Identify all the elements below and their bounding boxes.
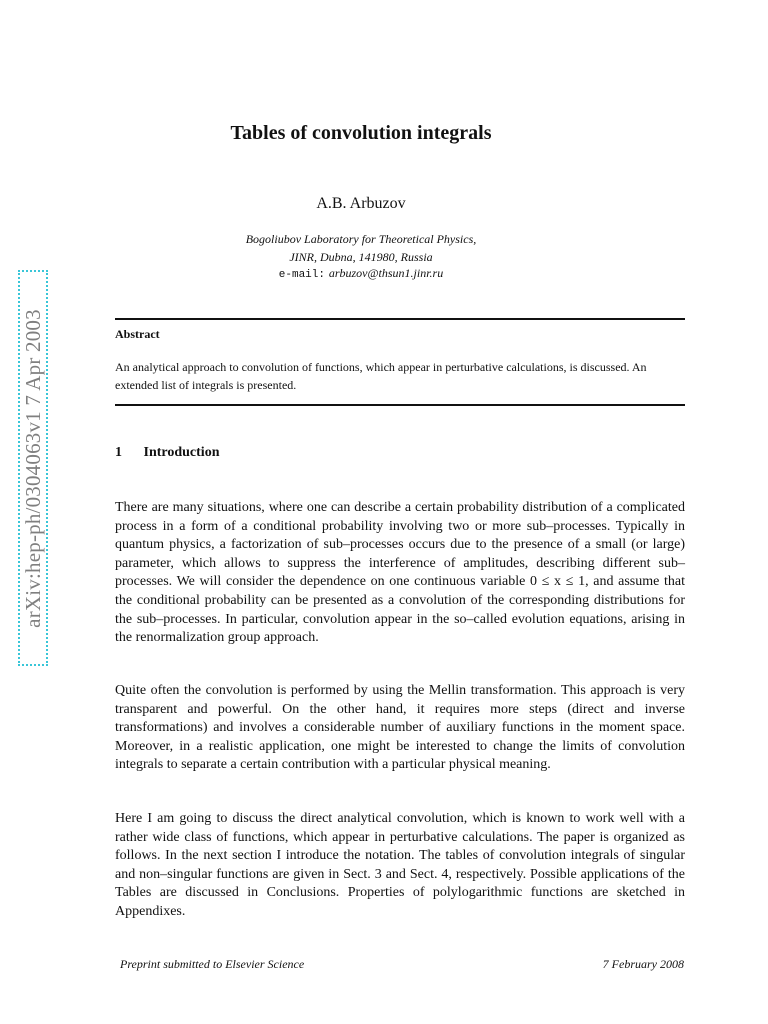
email-label: e-mail:	[278, 269, 325, 281]
footer-preprint-note: Preprint submitted to Elsevier Science	[120, 957, 305, 971]
intro-paragraph-2: Quite often the convolution is performed by using the Mellin transformation. This approach is very transparent and powerful. On the other hand, it requires more steps (direct and inverse transformations) and involves a considerable number of auxiliary functions in the moment space. Moreover, in a realistic application, one might be interested to change the limits of convolution integrals to separate a certain contribution with a particular physical meaning.	[115, 683, 685, 773]
arxiv-stamp	[18, 270, 48, 666]
affiliation-line-2: JINR, Dubna, 141980, Russia	[289, 250, 433, 264]
section-number: 1	[115, 445, 122, 460]
footer-date: 7 February 2008	[602, 957, 684, 971]
email-address[interactable]: arbuzov@thsun1.jinr.ru	[328, 266, 444, 280]
arxiv-identifier: arXiv:hep-ph/0304063v1 7 Apr 2003	[20, 308, 45, 628]
abstract-bottom-rule	[115, 404, 685, 406]
abstract-top-rule	[115, 318, 685, 320]
affiliation	[0, 230, 722, 266]
abstract-text: An analytical approach to convolution of functions, which appear in perturbative calculations, is discussed. An extended list of integrals is presented.	[115, 360, 647, 392]
affiliation-line-1: Bogoliubov Laboratory for Theoretical Physics,	[245, 232, 477, 246]
section-title: Introduction	[143, 445, 220, 460]
intro-paragraph-1: There are many situations, where one can describe a certain probability distribution of a complicated process in a form of a conditional probability involving two or more sub–processes. Typically in quantum physics, a factorization of sub–processes occurs due to the presence of a small (or large) parameter, which allows to suppress the interference of amplitudes, describing different sub–processes. We will consider the dependence on one continuous variable 0 ≤ x ≤ 1, and assume that the conditional probability can be presented as a convolution of the corresponding distributions for the sub–processes. In particular, convolution appear in the so–called evolution equations, arising in the renormalization group approach.	[115, 500, 685, 646]
intro-paragraph-3: Here I am going to discuss the direct analytical convolution, which is known to work well with a rather wide class of functions, which appear in perturbative calculations. The paper is organized as follows. In the next section I introduce the notation. The tables of convolution integrals of singular and non–singular functions are given in Sect. 3 and Sect. 4, respectively. Possible applications of the Tables are discussed in Conclusions. Properties of polylogarithmic functions are sketched in Appendixes.	[115, 811, 685, 919]
email-row	[0, 264, 722, 284]
abstract-heading: Abstract	[115, 327, 160, 341]
author-name: A.B. Arbuzov	[316, 195, 406, 212]
paper-title: Tables of convolution integrals	[230, 122, 492, 144]
section-heading	[115, 445, 219, 461]
